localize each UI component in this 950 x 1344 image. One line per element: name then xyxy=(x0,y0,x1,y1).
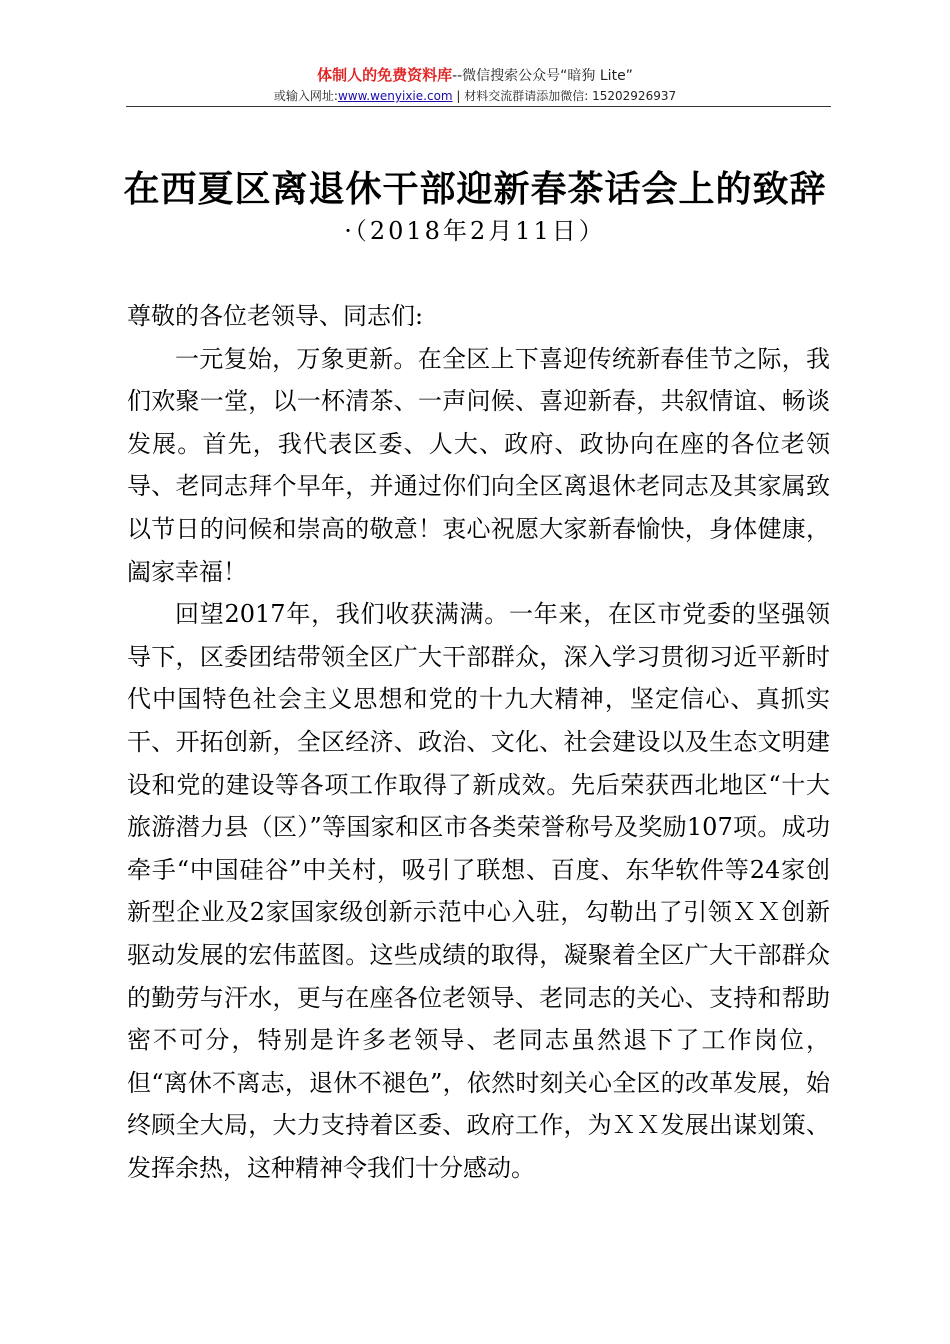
header-brand: 体制人的免费资料库 xyxy=(317,66,453,84)
header-divider xyxy=(126,106,831,107)
body-paragraph: 回望2017年，我们收获满满。一年来，在区市党委的坚强领导下，区委团结带领全区广大干部群众，深入学习贯彻习近平新时代中国特色社会主义思想和党的十九大精神，坚定信心、真抓实干、开拓创新，全区经济、政治、文化、社会建设以及生态文明建设和党的建设等各项工作取得了新成效。先后荣获西北地区“十大旅游潜力县（区）”等国家和区市各类荣誉称号及奖励107项。成功牵手“中国硅谷”中关村，吸引了联想、百度、东华软件等24家创新型企业及2家国家级创新示范中心入驻，勾勒出了引领ＸＸ创新驱动发展的宏伟蓝图。这些成绩的取得，凝聚着全区广大干部群众的勤劳与汗水，更与在座各位老领导、老同志的关心、支持和帮助密不可分，特别是许多老领导、老同志虽然退下了工作岗位，但“离休不离志，退休不褪色”，依然时刻关心全区的改革发展，始终顾全大局，大力支持着区委、政府工作，为ＸＸ发展出谋划策、发挥余热，这种精神令我们十分感动。 xyxy=(127,600,830,1182)
header-tagline: --微信搜索公众号“暗狗 Lite” xyxy=(452,68,633,84)
header-url-link[interactable]: www.wenyixie.com xyxy=(337,89,453,103)
body-paragraph: 一元复始，万象更新。在全区上下喜迎传统新春佳节之际，我们欢聚一堂，以一杯清茶、一声问候、喜迎新春，共叙情谊、畅谈发展。首先，我代表区委、人大、政府、政协向在座的各位老领导、老同志拜个早年，并通过你们向全区离退休老同志及其家属致以节日的问候和崇高的敬意！衷心祝愿大家新春愉快，身体健康，阖家幸福！ xyxy=(127,344,830,586)
header-contact: | 材料交流群请添加微信: 15202926937 xyxy=(452,89,677,103)
document-title: 在西夏区离退休干部迎新春茶话会上的致辞 xyxy=(123,168,827,210)
salutation: 尊敬的各位老领导、同志们: xyxy=(127,302,424,330)
page-header xyxy=(0,66,950,105)
document-body xyxy=(127,295,830,1189)
header-contact-line xyxy=(0,87,950,105)
document-date: ·（2018年2月11日） xyxy=(344,217,606,245)
header-promo-line xyxy=(0,66,950,85)
header-url-prefix: 或输入网址: xyxy=(273,89,338,103)
